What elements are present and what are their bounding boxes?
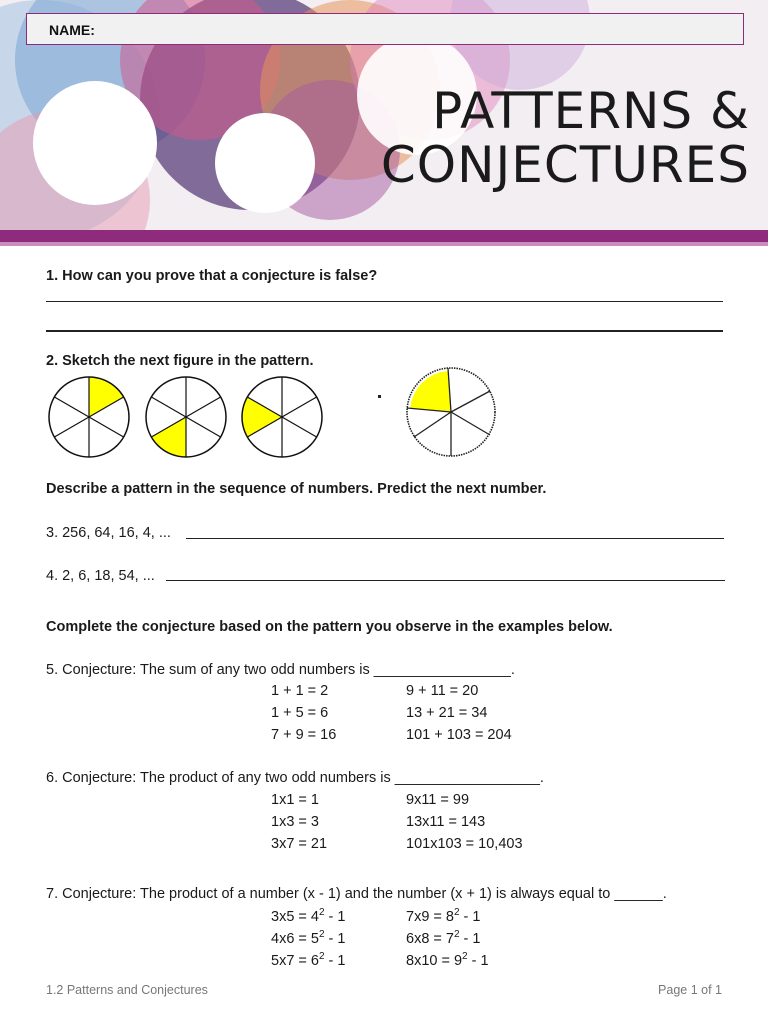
q6-example-left-2: 1x3 = 3 (271, 814, 319, 830)
q7-right-3-base: 8x10 = 9 (406, 952, 463, 969)
pattern-figure-answer-sketch (402, 363, 500, 466)
page-number: Page 1 of 1 (658, 983, 722, 997)
q7-example-right-2 (406, 929, 480, 947)
q7-left-2-base: 4x6 = 5 (271, 930, 319, 947)
q5-example-left-3: 7 + 9 = 16 (271, 727, 337, 743)
q5-example-right-2: 13 + 21 = 34 (406, 705, 488, 721)
q7-right-2-rest: - 1 (459, 930, 481, 947)
q7-example-left-3 (271, 951, 345, 969)
q7-left-3-exponent: 2 (318, 951, 325, 962)
answer-line-4[interactable] (166, 580, 725, 581)
q7-right-1-exponent: 2 (453, 907, 460, 918)
header-divider (0, 230, 768, 242)
answer-line-1a[interactable] (46, 301, 723, 302)
q7-left-1-base: 3x5 = 4 (271, 908, 319, 925)
pattern-figure-2 (144, 375, 228, 464)
name-field[interactable] (26, 13, 744, 45)
q7-example-left-2 (271, 929, 345, 947)
question-7: 7. Conjecture: The product of a number (x - 1) and the number (x + 1) is always equal to ______. (46, 886, 667, 902)
answer-line-1b[interactable] (46, 330, 723, 332)
question-5: 5. Conjecture: The sum of any two odd numbers is _________________. (46, 662, 515, 678)
q6-example-right-2: 13x11 = 143 (406, 814, 486, 830)
pattern-instructions: Describe a pattern in the sequence of numbers. Predict the next number. (46, 481, 547, 497)
footer-title: 1.2 Patterns and Conjectures (46, 983, 208, 997)
header-banner (0, 0, 768, 238)
title-line-1: PATTERNS & (432, 82, 750, 140)
q7-left-3-base: 5x7 = 6 (271, 952, 319, 969)
question-1: 1. How can you prove that a conjecture is false? (46, 268, 378, 284)
q6-example-right-1: 9x11 = 99 (406, 792, 470, 808)
q7-example-left-1 (271, 907, 345, 925)
q7-left-3-rest: - 1 (324, 952, 346, 969)
q7-right-1-rest: - 1 (459, 908, 481, 925)
question-3: 3. 256, 64, 16, 4, ... (46, 525, 171, 541)
q7-right-3-rest: - 1 (467, 952, 489, 969)
stray-mark (378, 395, 381, 398)
question-6: 6. Conjecture: The product of any two odd numbers is __________________. (46, 770, 544, 786)
q7-example-right-1 (406, 907, 480, 925)
q5-example-right-3: 101 + 103 = 204 (406, 727, 512, 743)
q7-left-1-exponent: 2 (318, 907, 325, 918)
answer-line-3[interactable] (186, 538, 724, 539)
q7-left-2-exponent: 2 (318, 929, 325, 940)
q7-right-2-base: 6x8 = 7 (406, 930, 454, 947)
question-4: 4. 2, 6, 18, 54, ... (46, 568, 155, 584)
pattern-figure-3 (240, 375, 324, 464)
q5-example-right-1: 9 + 11 = 20 (406, 683, 479, 699)
q7-example-right-3 (406, 951, 489, 969)
conjecture-instructions: Complete the conjecture based on the pattern you observe in the examples below. (46, 619, 613, 635)
q6-example-left-1: 1x1 = 1 (271, 792, 319, 808)
question-2: 2. Sketch the next figure in the pattern. (46, 353, 314, 369)
q7-right-1-base: 7x9 = 8 (406, 908, 454, 925)
q7-left-1-rest: - 1 (324, 908, 346, 925)
q5-example-left-2: 1 + 5 = 6 (271, 705, 329, 721)
header-divider-light (0, 242, 768, 246)
q7-right-2-exponent: 2 (453, 929, 460, 940)
name-label: NAME: (49, 22, 95, 38)
q5-example-left-1: 1 + 1 = 2 (271, 683, 329, 699)
title-line-2: CONJECTURES (380, 136, 750, 194)
q6-example-left-3: 3x7 = 21 (271, 836, 328, 852)
q6-example-right-3: 101x103 = 10,403 (406, 836, 523, 852)
pattern-figure-1 (47, 375, 131, 464)
q7-right-3-exponent: 2 (462, 951, 468, 962)
q7-left-2-rest: - 1 (324, 930, 346, 947)
